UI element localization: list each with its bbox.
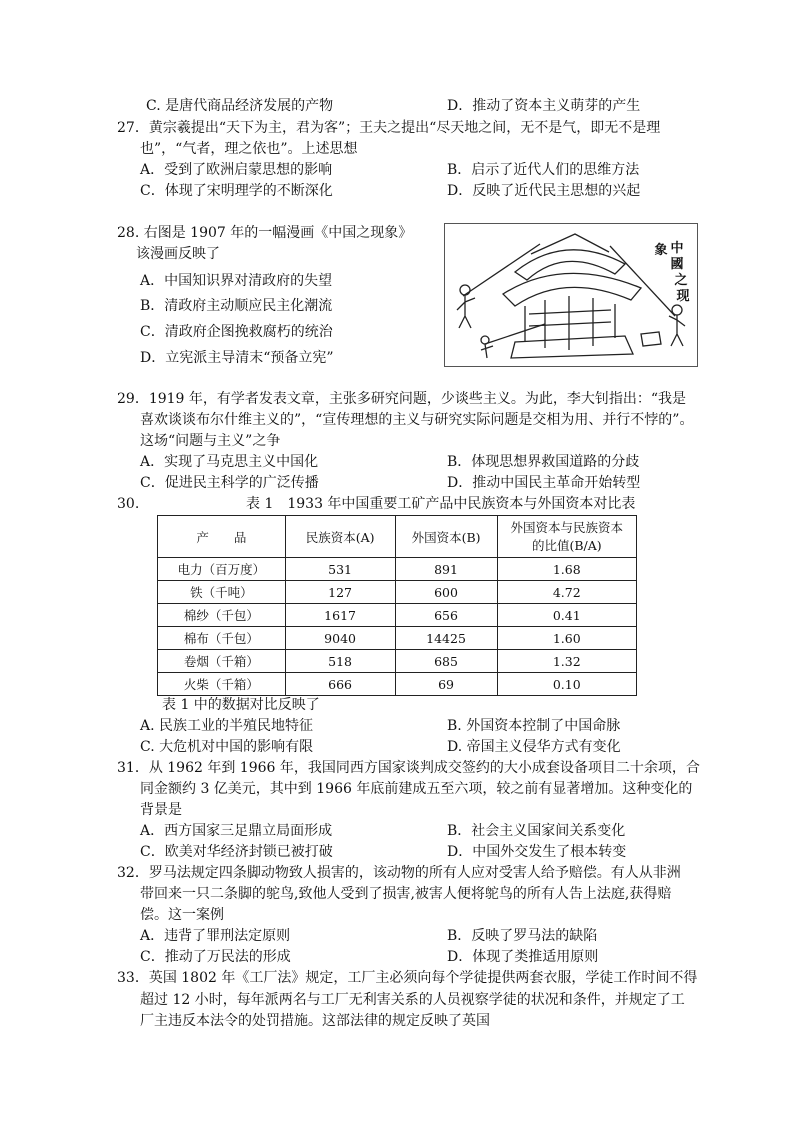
q31-option-d: D．中国外交发生了根本转变 bbox=[447, 844, 627, 860]
table-row bbox=[158, 604, 637, 627]
table-cell: 4.72 bbox=[497, 581, 636, 604]
q30-option-c: C. 大危机对中国的影响有限 bbox=[140, 739, 314, 755]
table-cell: 棉纱（千包） bbox=[158, 604, 286, 627]
cartoon-drawing bbox=[445, 224, 697, 366]
table-row bbox=[158, 627, 637, 650]
q33-stem-line2: 超过 12 小时，每年派两名与工厂无利害关系的人员视察学徒的状况和条件，并规定了工 bbox=[140, 992, 685, 1008]
cartoon-caption-char4: 现 bbox=[676, 289, 690, 304]
q30-stem: 表 1 中的数据对比反映了 bbox=[162, 697, 320, 713]
q28-stem-line2: 该漫画反映了 bbox=[136, 246, 220, 262]
table-cell: 卷烟（千箱） bbox=[158, 650, 286, 673]
q30-option-d: D. 帝国主义侵华方式有变化 bbox=[447, 739, 621, 755]
table-row bbox=[158, 558, 637, 581]
q29-option-d: D．推动中国民主革命开始转型 bbox=[447, 475, 641, 491]
table-cell: 电力（百万度） bbox=[158, 558, 286, 581]
table-header-ratio bbox=[497, 516, 636, 558]
cartoon-image bbox=[444, 223, 698, 367]
table-cell: 518 bbox=[285, 650, 395, 673]
table-row bbox=[158, 650, 637, 673]
cartoon-caption-char1: 中 bbox=[670, 241, 684, 256]
q32-stem-line1: 32．罗马法规定四条脚动物致人损害的，该动物的所有人应对受害人给予赔偿。有人从非洲 bbox=[117, 865, 681, 881]
table-cell: 火柴（千箱） bbox=[158, 673, 286, 696]
table-cell: 1.32 bbox=[497, 650, 636, 673]
table-cell: 0.10 bbox=[497, 673, 636, 696]
q27-stem-line2: 也”，“气者，理之依也”。上述思想 bbox=[140, 141, 358, 157]
q29-stem-line2: 喜欢谈谈布尔什维主义的”，“宣传理想的主义与研究实际问题是交相为用、并行不悖的”。 bbox=[140, 412, 694, 428]
q30-number: 30. bbox=[117, 496, 140, 512]
cartoon-caption-char2: 國 bbox=[670, 257, 684, 272]
table-header-ratio-line1: 外国资本与民族资本 bbox=[510, 519, 624, 535]
q27-option-b: B．启示了近代人们的思维方法 bbox=[447, 162, 640, 178]
q29-option-a: A．实现了马克思主义中国化 bbox=[140, 454, 319, 470]
q31-stem-line2: 同金额约 3 亿美元，其中到 1966 年底前建成五至六项，较之前有显著增加。这种变化的 bbox=[140, 781, 693, 797]
table-cell: 69 bbox=[395, 673, 497, 696]
q27-stem-line1: 27．黄宗羲提出“天下为主，君为客”；王夫之提出“尽天地之间，无不是气，即无不是理 bbox=[117, 120, 661, 136]
table-header-domestic: 民族资本(A) bbox=[285, 516, 395, 558]
table-cell: 891 bbox=[395, 558, 497, 581]
table-cell: 1.68 bbox=[497, 558, 636, 581]
q32-option-c: C．推动了万民法的形成 bbox=[140, 949, 291, 965]
table-cell: 铁（千吨） bbox=[158, 581, 286, 604]
q31-stem-line1: 31．从 1962 年到 1966 年，我国同西方国家谈判成交签约的大小成套设备项目二十余项，合 bbox=[117, 760, 700, 776]
table-cell: 0.41 bbox=[497, 604, 636, 627]
q29-option-c: C．促进民主科学的广泛传播 bbox=[140, 475, 319, 491]
table-cell: 1.60 bbox=[497, 627, 636, 650]
q28-option-a: A．中国知识界对清政府的失望 bbox=[140, 273, 333, 289]
table-header-ratio-line2: 的比值(B/A) bbox=[531, 537, 602, 553]
q29-stem-line3: 这场“问题与主义”之争 bbox=[140, 433, 281, 449]
q27-option-c: C．体现了宋明理学的不断深化 bbox=[140, 183, 333, 199]
table-cell: 棉布（千包） bbox=[158, 627, 286, 650]
q30-data-table bbox=[157, 515, 637, 696]
q30-option-a: A. 民族工业的半殖民地特征 bbox=[140, 718, 314, 734]
cartoon-caption-char3: 之 bbox=[674, 273, 688, 288]
q28-option-c: C．清政府企图挽救腐朽的统治 bbox=[140, 324, 333, 340]
q27-option-a: A．受到了欧洲启蒙思想的影响 bbox=[140, 162, 333, 178]
q31-option-a: A．西方国家三足鼎立局面形成 bbox=[140, 823, 333, 839]
q32-stem-line3: 偿。这一案例 bbox=[140, 907, 224, 923]
q32-option-d: D．体现了类推适用原则 bbox=[447, 949, 599, 965]
q26-option-c: C. 是唐代商品经济发展的产物 bbox=[146, 98, 334, 114]
table-cell: 600 bbox=[395, 581, 497, 604]
table-cell: 666 bbox=[285, 673, 395, 696]
q28-option-b: B．清政府主动顺应民主化潮流 bbox=[140, 298, 333, 314]
table-cell: 14425 bbox=[395, 627, 497, 650]
q32-option-b: B．反映了罗马法的缺陷 bbox=[447, 928, 598, 944]
q28-stem-line1: 28. 右图是 1907 年的一幅漫画《中国之现象》 bbox=[117, 225, 413, 241]
q33-stem-line3: 厂主违反本法令的处罚措施。这部法律的规定反映了英国 bbox=[140, 1013, 490, 1029]
table-header-product: 产 品 bbox=[158, 516, 286, 558]
table-row bbox=[158, 581, 637, 604]
table-cell: 531 bbox=[285, 558, 395, 581]
q30-option-b: B. 外国资本控制了中国命脉 bbox=[447, 718, 621, 734]
cartoon-caption-char5: 象 bbox=[654, 243, 668, 258]
q30-table-title: 表 1 1933 年中国重要工矿产品中民族资本与外国资本对比表 bbox=[246, 496, 636, 512]
q32-stem-line2: 带回来一只二条脚的鸵鸟,致他人受到了损害,被害人便将鸵鸟的所有人告上法庭,获得赔 bbox=[140, 886, 672, 902]
table-cell: 9040 bbox=[285, 627, 395, 650]
table-cell: 127 bbox=[285, 581, 395, 604]
table-header-foreign: 外国资本(B) bbox=[395, 516, 497, 558]
table-row bbox=[158, 673, 637, 696]
q33-stem-line1: 33．英国 1802 年《工厂法》规定，工厂主必须向每个学徒提供两套衣服，学徒工作时间不得 bbox=[117, 970, 698, 986]
q31-option-c: C．欧美对华经济封锁已被打破 bbox=[140, 844, 333, 860]
q28-option-d: D．立宪派主导清末“预备立宪” bbox=[140, 350, 334, 366]
q26-option-d: D．推动了资本主义萌芽的产生 bbox=[447, 98, 641, 114]
q29-option-b: B．体现思想界救国道路的分歧 bbox=[447, 454, 640, 470]
q32-option-a: A．违背了罪刑法定原则 bbox=[140, 928, 291, 944]
q31-stem-line3: 背景是 bbox=[140, 802, 182, 818]
q27-option-d: D．反映了近代民主思想的兴起 bbox=[447, 183, 641, 199]
table-cell: 656 bbox=[395, 604, 497, 627]
table-cell: 1617 bbox=[285, 604, 395, 627]
table-header-row bbox=[158, 516, 637, 558]
table-cell: 685 bbox=[395, 650, 497, 673]
q31-option-b: B．社会主义国家间关系变化 bbox=[447, 823, 626, 839]
q29-stem-line1: 29．1919 年，有学者发表文章，主张多研究问题，少谈些主义。为此，李大钊指出：“我是 bbox=[117, 391, 687, 407]
